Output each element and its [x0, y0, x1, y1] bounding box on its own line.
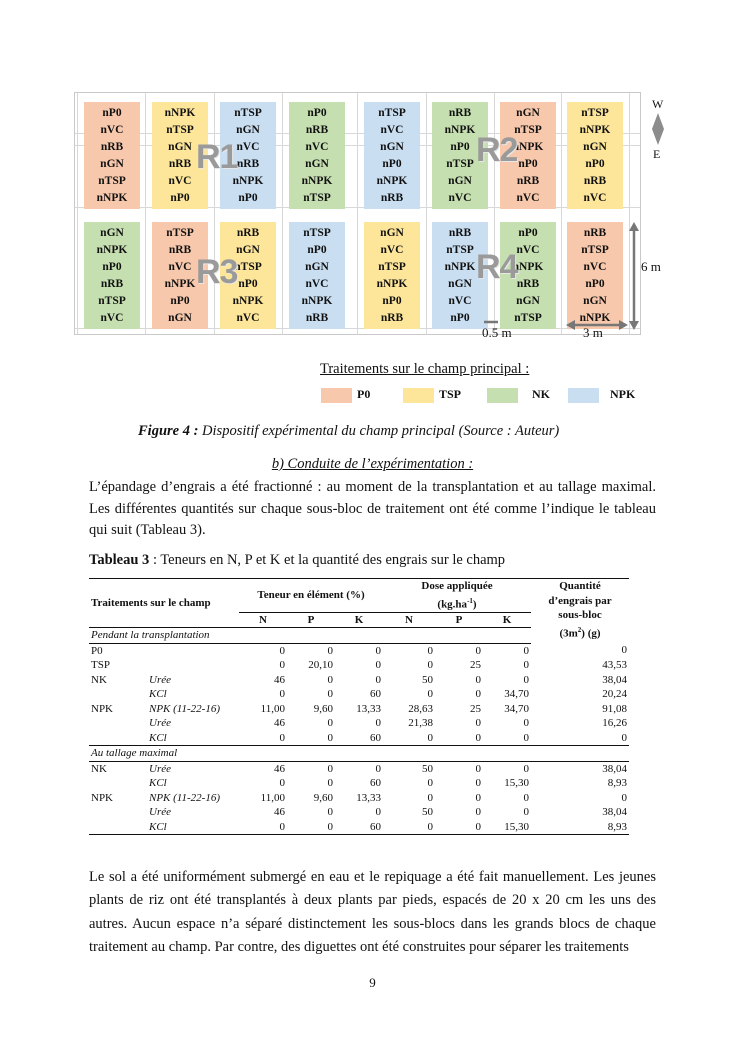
th-sub-k-dose: K: [502, 613, 512, 626]
table-cell: NPK (11-22-16): [149, 791, 220, 804]
table-caption: [89, 552, 505, 569]
table-cell: 60: [370, 731, 381, 744]
table-cell: 21,38: [408, 717, 433, 730]
sub-plot-label: nRB: [305, 311, 329, 324]
table-cell: 38,04: [602, 806, 627, 819]
sub-plot-label: nGN: [168, 141, 192, 154]
sub-plot-label: nTSP: [514, 311, 542, 324]
table-cell: 46: [274, 762, 285, 775]
table-cell: [89, 820, 147, 835]
th-dose-close: ): [472, 598, 477, 611]
table-cell: 0: [279, 644, 285, 657]
sub-plot-label: nNPK: [512, 261, 544, 274]
table-cell: 0: [523, 762, 529, 775]
table-cell: 91,08: [602, 702, 627, 715]
sub-plot-label: nRB: [305, 124, 329, 137]
replicate-label-r2: R2: [476, 131, 518, 169]
table-cell: 0: [621, 791, 627, 804]
table-cell: 8,93: [531, 820, 629, 835]
paragraph-fertilizer: L’épandage d’engrais a été fractionné : au moment de la transplantation et au tallage maximal. Les différentes quantités sur chaque sous-bloc de traitement ont été comme l’indique le tableau qui suit (Tableau 3).: [89, 479, 656, 538]
th-sub-k: K: [354, 613, 364, 626]
table-cell: NPK: [91, 791, 114, 804]
table-cell: 0: [327, 762, 333, 775]
sub-plot-label: nRB: [448, 107, 472, 120]
section-subheading: b) Conduite de l’expérimentation :: [271, 456, 474, 472]
sub-plot-label: nVC: [236, 311, 260, 324]
plot-column-tsp: [364, 222, 420, 329]
figure-caption: [138, 423, 559, 440]
table-cell: [89, 687, 147, 702]
sub-plot-label: nGN: [448, 174, 472, 187]
sub-plot-label: nGN: [236, 124, 260, 137]
sub-plot-label: nGN: [583, 294, 607, 307]
th-quantity: [531, 579, 629, 644]
th-qty-line4-post: ) (g): [581, 627, 601, 640]
sub-plot-label: nP0: [382, 294, 402, 307]
table-row: [89, 776, 629, 791]
table-cell: 0: [327, 673, 333, 686]
table-cell: 11,00: [260, 791, 285, 804]
table-cell: 0: [427, 791, 433, 804]
sub-plot-label: nTSP: [581, 244, 609, 257]
table-row: [89, 731, 629, 746]
sub-plot-label: nVC: [305, 141, 329, 154]
grid-line: [494, 93, 495, 334]
table-cell: 0: [427, 731, 433, 744]
sub-plot-label: nVC: [448, 191, 472, 204]
sub-plot-label: nP0: [170, 294, 190, 307]
table-cell: 60: [370, 688, 381, 701]
plot-column-p0: [567, 222, 623, 329]
table-cell: [89, 805, 147, 820]
sub-plot-label: nNPK: [444, 261, 476, 274]
table-cell: KCl: [149, 777, 167, 790]
sub-plot-label: nVC: [380, 244, 404, 257]
sub-plot-label: nRB: [236, 227, 260, 240]
sub-plot-label: nNPK: [96, 244, 128, 257]
legend-title: Traitements sur le champ principal :: [320, 361, 530, 377]
sub-plot-label: nGN: [380, 141, 404, 154]
sub-plot-label: nVC: [380, 124, 404, 137]
th-treatment: Traitements sur le champ: [89, 579, 239, 628]
table-cell: NPK (11-22-16): [149, 702, 220, 715]
table-cell: 11,00: [260, 702, 285, 715]
grid-line: [145, 93, 146, 334]
table-cell: [147, 658, 239, 673]
sub-plot-label: nTSP: [303, 191, 331, 204]
table-cell: KCl: [149, 731, 167, 744]
table-cell: 15,30: [483, 820, 531, 835]
sub-plot-label: nNPK: [444, 124, 476, 137]
sub-plot-label: nGN: [100, 157, 124, 170]
sub-plot-label: nTSP: [303, 227, 331, 240]
table-cell: 60: [370, 777, 381, 790]
table-row: [89, 658, 629, 673]
table-row: [89, 791, 629, 806]
sub-plot-label: nP0: [102, 107, 122, 120]
sub-plot-label: nGN: [516, 107, 540, 120]
table-cell: P0: [91, 644, 103, 657]
sub-plot-label: nP0: [238, 191, 258, 204]
table-cell: 0: [475, 777, 481, 790]
legend-swatch-tsp: [403, 388, 434, 403]
table-cell: KCl: [147, 820, 239, 835]
table-section-tallage: [89, 761, 629, 835]
table-cell: 0: [375, 644, 381, 657]
gap-dimension-label: 0.5 m: [482, 325, 512, 340]
replicate-label-r3: R3: [196, 253, 238, 291]
table-row: [89, 761, 629, 776]
sub-plot-label: nP0: [307, 107, 327, 120]
table-cell: 0: [279, 688, 285, 701]
sub-plot-label: nVC: [100, 311, 124, 324]
sub-plot-label: nTSP: [378, 107, 406, 120]
table-cell: 0: [523, 644, 529, 657]
table-section-transplant: [89, 643, 629, 746]
fertilizer-table: [89, 578, 629, 835]
table-cell: 0: [279, 731, 285, 744]
sub-plot-label: nNPK: [301, 174, 333, 187]
table-cell: 0: [435, 820, 483, 835]
th-sub-n-dose: N: [405, 613, 413, 626]
compass-west-label: W: [652, 97, 664, 111]
sub-plot-label: nTSP: [98, 294, 126, 307]
grid-line: [214, 93, 215, 334]
th-dose-line1: Dose appliquée: [421, 580, 493, 592]
table-cell: 0: [375, 806, 381, 819]
sub-plot-label: nNPK: [512, 141, 544, 154]
section-title-transplant: Pendant la transplantation: [89, 628, 531, 644]
table-cell: 0: [475, 688, 481, 701]
table-cell: [89, 731, 147, 746]
table-cell: KCl: [149, 688, 167, 701]
sub-plot-label: nGN: [236, 244, 260, 257]
th-qty-line3: sous-bloc: [558, 609, 602, 621]
table-cell: Urée: [149, 673, 171, 686]
compass-east-label: E: [653, 147, 661, 161]
table-cell: 0: [475, 731, 481, 744]
table-cell: 20,10: [308, 659, 333, 672]
sub-plot-label: nRB: [516, 277, 540, 290]
table-cell: 0: [279, 659, 285, 672]
legend-swatch-npk: [568, 388, 599, 403]
sub-plot-label: nTSP: [234, 261, 262, 274]
table-cell: 0: [287, 820, 335, 835]
paragraph-transplanting: Le sol a été uniformément submergé en eau et le repiquage a été fait manuellement. Les jeunes plants de riz ont été transplantés à deux plants par pieds, espacés de 20 x 20 cm les uns des autres. Aucun espace n’a séparé distinctement les sous-blocs dans les grands blocs de chaque traitement au champ. Par contre, des diguettes ont été construites pour séparer les traitements: [89, 869, 656, 955]
sub-plot-label: nNPK: [579, 311, 611, 324]
sub-plot-label: nNPK: [376, 174, 408, 187]
sub-plot-label: nP0: [102, 261, 122, 274]
figure-caption-text: Dispositif expérimental du champ principal (Source : Auteur): [198, 423, 560, 439]
sub-plot-label: nVC: [305, 277, 329, 290]
table-cell: 0: [621, 731, 627, 744]
table-cell: 0: [375, 717, 381, 730]
sub-plot-label: nRB: [583, 174, 607, 187]
table-row: [89, 702, 629, 717]
sub-plot-label: nVC: [516, 191, 540, 204]
legend-swatch-nk: [487, 388, 518, 403]
sub-plot-label: nRB: [100, 277, 124, 290]
table-row: [89, 643, 629, 658]
table-cell: 20,24: [602, 688, 627, 701]
table-cell: NK: [91, 762, 107, 775]
table-cell: NK: [91, 673, 107, 686]
table-cell: 38,04: [602, 762, 627, 775]
sub-plot-label: nTSP: [234, 107, 262, 120]
sub-plot-label: nNPK: [164, 277, 196, 290]
table-cell: 0: [279, 777, 285, 790]
table-cell: 0: [375, 659, 381, 672]
grid-line: [357, 93, 358, 334]
plot-column-p0: [84, 102, 140, 209]
replicate-label-r4: R4: [476, 248, 518, 286]
table-cell: 46: [274, 806, 285, 819]
sub-plot-label: nVC: [236, 141, 260, 154]
table-cell: [147, 643, 239, 658]
table-cell: 8,93: [607, 777, 627, 790]
field-layout-diagram: [74, 92, 641, 335]
table-cell: 0: [383, 820, 435, 835]
sub-plot-label: nP0: [170, 191, 190, 204]
th-sub-p: P: [307, 613, 315, 626]
table-row: [89, 820, 629, 835]
sub-plot-label: nTSP: [446, 157, 474, 170]
th-dose-sup: -1: [467, 596, 473, 605]
th-dose-line2: (kg.ha: [437, 598, 468, 611]
sub-plot-label: nVC: [448, 294, 472, 307]
th-sub-p-dose: P: [455, 613, 463, 626]
table-cell: 50: [422, 762, 433, 775]
sub-plot-label: nRB: [380, 191, 404, 204]
sub-plot-label: nRB: [516, 174, 540, 187]
table-cell: 15,30: [504, 777, 529, 790]
table-cell: 46: [274, 717, 285, 730]
legend-label-npk: NPK: [610, 387, 636, 401]
height-arrow-icon: [627, 222, 641, 330]
sub-plot-label: nGN: [516, 294, 540, 307]
table-cell: 0: [523, 717, 529, 730]
legend-label-nk: NK: [532, 387, 550, 401]
table-cell: 0: [523, 673, 529, 686]
table-cell: 34,70: [504, 688, 529, 701]
table-cell: 60: [335, 820, 383, 835]
table-cell: 0: [475, 806, 481, 819]
table-cell: 28,63: [408, 702, 433, 715]
sub-plot-label: nP0: [238, 277, 258, 290]
table-cell: 0: [327, 688, 333, 701]
table-caption-text: : Teneurs en N, P et K et la quantité des engrais sur le champ: [149, 552, 506, 568]
plot-column-npk: [289, 222, 345, 329]
table-cell: 0: [475, 673, 481, 686]
sub-plot-label: nRB: [168, 157, 192, 170]
table-cell: TSP: [91, 659, 110, 672]
th-content-group: Teneur en élément (%): [239, 579, 383, 613]
table-cell: 0: [427, 659, 433, 672]
grid-line: [77, 93, 78, 334]
sub-plot-label: nNPK: [164, 107, 196, 120]
sub-plot-label: nGN: [448, 277, 472, 290]
table-cell: 0: [327, 806, 333, 819]
table-cell: 0: [327, 731, 333, 744]
sub-plot-label: nNPK: [376, 277, 408, 290]
sub-plot-label: nP0: [450, 141, 470, 154]
figure-caption-label: Figure 4 :: [138, 423, 199, 439]
table-cell: 0: [523, 731, 529, 744]
table-cell: 0: [475, 644, 481, 657]
sub-plot-label: nTSP: [378, 261, 406, 274]
th-qty-line2: d’engrais par: [548, 594, 612, 607]
plot-column-nk: [289, 102, 345, 209]
replicate-label-r1: R1: [196, 138, 238, 176]
th-qty-line4: (3m: [559, 627, 578, 640]
table-cell: 38,04: [602, 673, 627, 686]
sub-plot-label: nTSP: [166, 124, 194, 137]
table-cell: 0: [475, 717, 481, 730]
sub-plot-label: nRB: [448, 227, 472, 240]
sub-plot-label: nGN: [583, 141, 607, 154]
sub-plot-label: nVC: [100, 124, 124, 137]
sub-plot-label: nRB: [168, 244, 192, 257]
th-dose-group: [383, 579, 531, 613]
th-sub-n: N: [259, 613, 267, 626]
legend-label-p0: P0: [357, 387, 371, 401]
plot-column-nk: [84, 222, 140, 329]
table-cell: 0: [475, 791, 481, 804]
table-cell: 13,33: [356, 702, 381, 715]
sub-plot-label: nNPK: [579, 124, 611, 137]
sub-plot-label: nGN: [380, 227, 404, 240]
table-cell: 46: [274, 673, 285, 686]
page-number: 9: [369, 975, 376, 990]
th-qty-sup: 2: [577, 625, 582, 634]
sub-plot-label: nGN: [305, 261, 329, 274]
table-cell: [89, 776, 147, 791]
table-cell: 0: [621, 644, 627, 657]
table-cell: Urée: [149, 717, 171, 730]
sub-plot-label: nNPK: [301, 294, 333, 307]
sub-plot-label: nVC: [583, 261, 607, 274]
table-cell: 0: [523, 806, 529, 819]
th-qty-line1: Quantité: [559, 580, 601, 592]
table-cell: 16,26: [602, 717, 627, 730]
sub-plot-label: nVC: [516, 244, 540, 257]
sub-plot-label: nRB: [100, 141, 124, 154]
sub-plot-label: nP0: [518, 227, 538, 240]
table-cell: 9,60: [313, 702, 333, 715]
table-cell: 25: [470, 659, 481, 672]
table-cell: 0: [427, 777, 433, 790]
plot-column-npk: [364, 102, 420, 209]
table-cell: 25: [470, 702, 481, 715]
sub-plot-label: nGN: [168, 311, 192, 324]
table-cell: 0: [327, 777, 333, 790]
sub-plot-label: nTSP: [514, 124, 542, 137]
sub-plot-label: nVC: [168, 174, 192, 187]
table-cell: 0: [239, 820, 287, 835]
plot-column-tsp: [567, 102, 623, 209]
table-row: [89, 687, 629, 702]
table-row: [89, 673, 629, 688]
sub-plot-label: nP0: [585, 157, 605, 170]
table-cell: Urée: [149, 762, 171, 775]
sub-plot-label: nRB: [583, 227, 607, 240]
table-cell: 50: [422, 806, 433, 819]
compass-diamond-icon: [651, 113, 665, 145]
table-cell: 0: [327, 717, 333, 730]
legend-swatch-p0: [321, 388, 352, 403]
sub-plot-label: nTSP: [446, 244, 474, 257]
table-cell: 43,53: [602, 659, 627, 672]
sub-plot-label: nTSP: [166, 227, 194, 240]
sub-plot-label: nVC: [168, 261, 192, 274]
sub-plot-label: nRB: [236, 157, 260, 170]
sub-plot-label: nTSP: [98, 174, 126, 187]
section-title-tallage: Au tallage maximal: [89, 746, 629, 762]
sub-plot-label: nNPK: [232, 174, 264, 187]
sub-plot-label: nP0: [382, 157, 402, 170]
sub-plot-label: nTSP: [581, 107, 609, 120]
sub-plot-label: nGN: [100, 227, 124, 240]
sub-plot-label: nP0: [307, 244, 327, 257]
sub-plot-label: nRB: [380, 311, 404, 324]
table-cell: 0: [427, 688, 433, 701]
height-dimension-label: 6 m: [641, 259, 661, 274]
sub-plot-label: nP0: [450, 311, 470, 324]
table-cell: 9,60: [313, 791, 333, 804]
grid-line: [561, 93, 562, 334]
table-cell: 0: [375, 762, 381, 775]
sub-plot-label: nP0: [518, 157, 538, 170]
table-cell: 0: [523, 791, 529, 804]
legend-label-tsp: TSP: [439, 387, 462, 401]
grid-line: [426, 93, 427, 334]
width-dimension-label: 3 m: [583, 325, 603, 340]
table-cell: 13,33: [356, 791, 381, 804]
table-cell: 0: [327, 644, 333, 657]
sub-plot-label: nNPK: [232, 294, 264, 307]
table-row: [89, 716, 629, 731]
table-cell: 0: [375, 673, 381, 686]
sub-plot-label: nNPK: [96, 191, 128, 204]
grid-line: [282, 93, 283, 334]
sub-plot-label: nGN: [305, 157, 329, 170]
table-row: [89, 805, 629, 820]
sub-plot-label: nVC: [583, 191, 607, 204]
table-caption-label: Tableau 3: [89, 552, 150, 568]
sub-plot-label: nP0: [585, 277, 605, 290]
table-cell: 0: [427, 644, 433, 657]
table-cell: [89, 716, 147, 731]
table-cell: 0: [475, 762, 481, 775]
table-cell: 50: [422, 673, 433, 686]
table-cell: Urée: [149, 806, 171, 819]
table-cell: 0: [523, 659, 529, 672]
table-cell: NPK: [91, 702, 114, 715]
table-cell: 34,70: [504, 702, 529, 715]
